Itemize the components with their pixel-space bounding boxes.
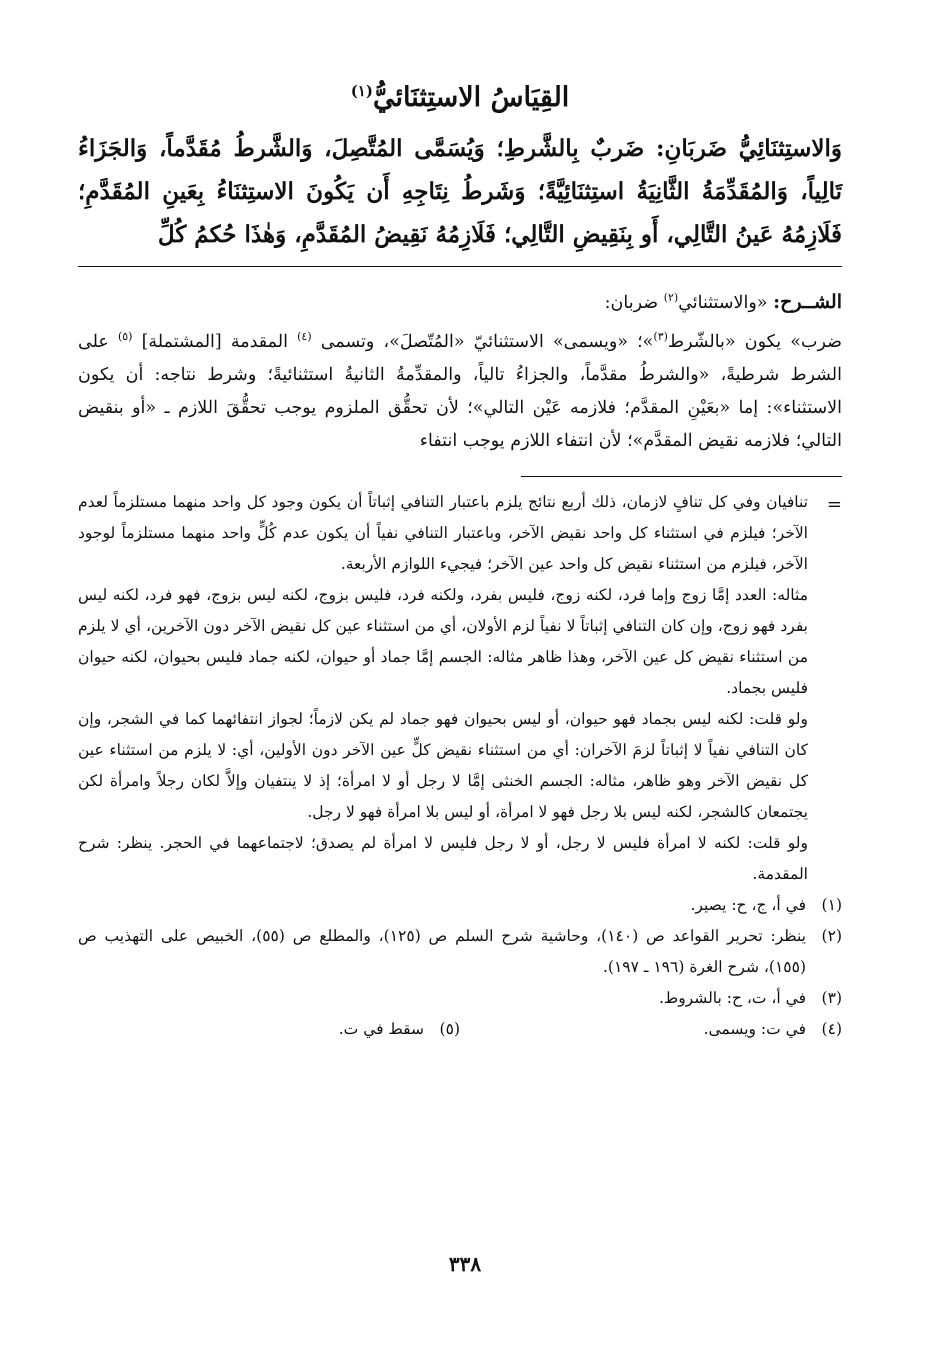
sharh-part-3: ضرب» يكون «بالشّرط: [667, 331, 842, 352]
footnote-5: [78, 1014, 460, 1045]
page-number: ٣٣٨: [448, 1252, 482, 1276]
footnote-divider: [521, 476, 842, 477]
section-title: [78, 82, 842, 113]
footnote-2: [78, 921, 842, 983]
sharh-label: الشــرح:: [773, 290, 842, 313]
sharh-text: [78, 281, 842, 458]
footnote-ref-3: (٣): [653, 329, 668, 343]
footnote-4-text: في ت: ويسمى.: [703, 1019, 806, 1038]
footnote-paragraph-4: ولو قلت: لكنه لا امرأة فليس لا رجل، أو لا رجل فليس لا امرأة لم يصدق؛ لاجتماعهما في الحجر. ينظر: شرح المقدمة.: [78, 833, 808, 883]
matn-divider: [78, 266, 842, 267]
footnote-ref-4: (٤): [297, 329, 312, 343]
section-title-text: القِيَاسُ الاستِثنَائيُّ: [372, 82, 570, 113]
footnote-1: [78, 890, 842, 921]
footnote-2-text: ينظر: تحرير القواعد ص (١٤٠)، وحاشية شرح السلم ص (١٢٥)، والمطلع ص (٥٥)، الخبيص على التهذيب ص (١٥٥)، شرح الغرة (١٩٦ ـ ١٩٧).: [78, 926, 806, 976]
sharh-part-1: «والاستثنائي: [678, 292, 768, 313]
footnotes-4-5-row: [78, 1014, 842, 1045]
footnote-1-text: في أ، ج، ح: يصير.: [690, 895, 806, 914]
footnote-4: [460, 1014, 842, 1045]
footnote-1-number: (١): [821, 895, 842, 914]
sharh-part-4: »؛ «ويسمى» الاستثنائيّ «المُتّصلَ»، وتسمى: [320, 331, 654, 352]
footnote-ref-2: (٢): [663, 291, 679, 304]
title-footnote-ref: (١): [350, 82, 373, 100]
footnote-5-text: سقط في ت.: [338, 1019, 424, 1038]
footnote-3-number: (٣): [821, 988, 842, 1007]
footnote-paragraph-1: تنافيان وفي كل تنافٍ لازمان، ذلك أربع نتائج يلزم باعتبار التنافي إثباتاً أن يكون وجود كل واحد منهما مستلزماً لعدم الآخر؛ فيلزم في استثناء كل واحد نقيض الآخر، وباعتبار التنافي نفياً أن يكون عدم كُلٍّ واحد منهما مستلزماً لوجود الآخر، فيلزم من استثناء نقيض كل واحد عين الآخر؛ فيجيء اللوازم الأربعة.: [78, 492, 808, 573]
continuation-marker: =: [826, 493, 842, 515]
sharh-part-6: على الشرط شرطيةً، «والشرطُ مقدَّماً، والجزاءُ تالياً، والمقدِّمةُ الثانيةُ استثنائيةً؛ وشرط نتاجه: أن يكون الاستثناء»: إما «بعَيْنِ المقدَّم؛ فلازمه عَيْن التالي»؛ لأن تحقُّق الملزوم يوجب تحقُّقَ اللازم ـ «أو بنقيض التالي؛ فلازمه نقيض المقدَّم»؛ لأن انتفاء اللازم يوجب انتفاء: [78, 331, 842, 451]
footnote-ref-5: (٥): [117, 329, 133, 343]
book-page: [78, 70, 842, 1045]
footnote-3: [78, 983, 842, 1014]
footnote-3-text: في أ، ت، ح: بالشروط.: [658, 988, 806, 1007]
sharh-part-2: ضربان:: [604, 292, 659, 313]
footnote-continuation: [78, 487, 842, 890]
footnote-paragraph-3: ولو قلت: لكنه ليس بجماد فهو حيوان، أو ليس بحيوان فهو جماد لم يكن لازماً؛ لجواز انتفائهما كما في الشجر، وإن كان التنافي نفياً لا إثباتاً لزمَ الآخران: أي من استثناء نقيض كلٍّ عين الآخر دون الأولين، أي: لا يلزم من استثناء عين كل نقيض الآخر وهو ظاهر، مثاله: الجسم الخنثى إمَّا لا رجل أو لا امرأة؛ إذ لا ينتفيان وإلاَّ لكان رجلاً وامرأة لكن يجتمعان كالشجر، لكنه ليس بلا رجل فهو لا امرأة، أو ليس بلا امرأة فهو لا رجل.: [78, 709, 808, 821]
footnote-paragraph-2: مثاله: العدد إمَّا زوج وإما فرد، لكنه زوج، فليس بفرد، ولكنه فرد، فليس بزوج، لكنه ليس بزوج، فهو فرد، لكنه ليس بفرد فهو زوج، وإن كان التنافي إثباتاً لا نفياً لزم الأولان، أي من استثناء عين كل نقيض الآخر دون الآخرين، أي لا يلزم من استثناء نقيض كل عين الآخر، وهذا ظاهر مثاله: الجسم إمَّا جماد أو حيوان، لكنه جماد فليس بحيوان، لكنه حيوان فليس بجماد.: [78, 585, 808, 697]
matn-text: وَالاستِثنَائِيُّ ضَربَانِ: ضَربٌ بِالشَّرطِ؛ وَيُسَمَّى المُتَّصِلَ، وَالشَّرطُ مُقَدَّماً، وَالجَزَاءُ تَالِياً، وَالمُقَدِّمَةُ الثَّانِيَةُ استِثنَائِيَّةً؛ وَشَرطُ نِتَاجِهِ أَن يَكُونَ الاستِثنَاءُ بِعَينِ المُقَدَّمِ؛ فَلَازِمُهُ عَينُ التَّالِي، أَو بِنَقِيضِ التَّالِي؛ فَلَازِمُهُ نَقِيضُ المُقَدَّمِ، وَهٰذَا حُكمُ كُلِّ: [78, 135, 842, 248]
footnote-2-number: (٢): [821, 926, 842, 945]
footnote-4-number: (٤): [821, 1019, 842, 1038]
sharh-part-5: المقدمة [المشتملة]: [141, 331, 288, 352]
footnote-5-number: (٥): [439, 1019, 460, 1038]
